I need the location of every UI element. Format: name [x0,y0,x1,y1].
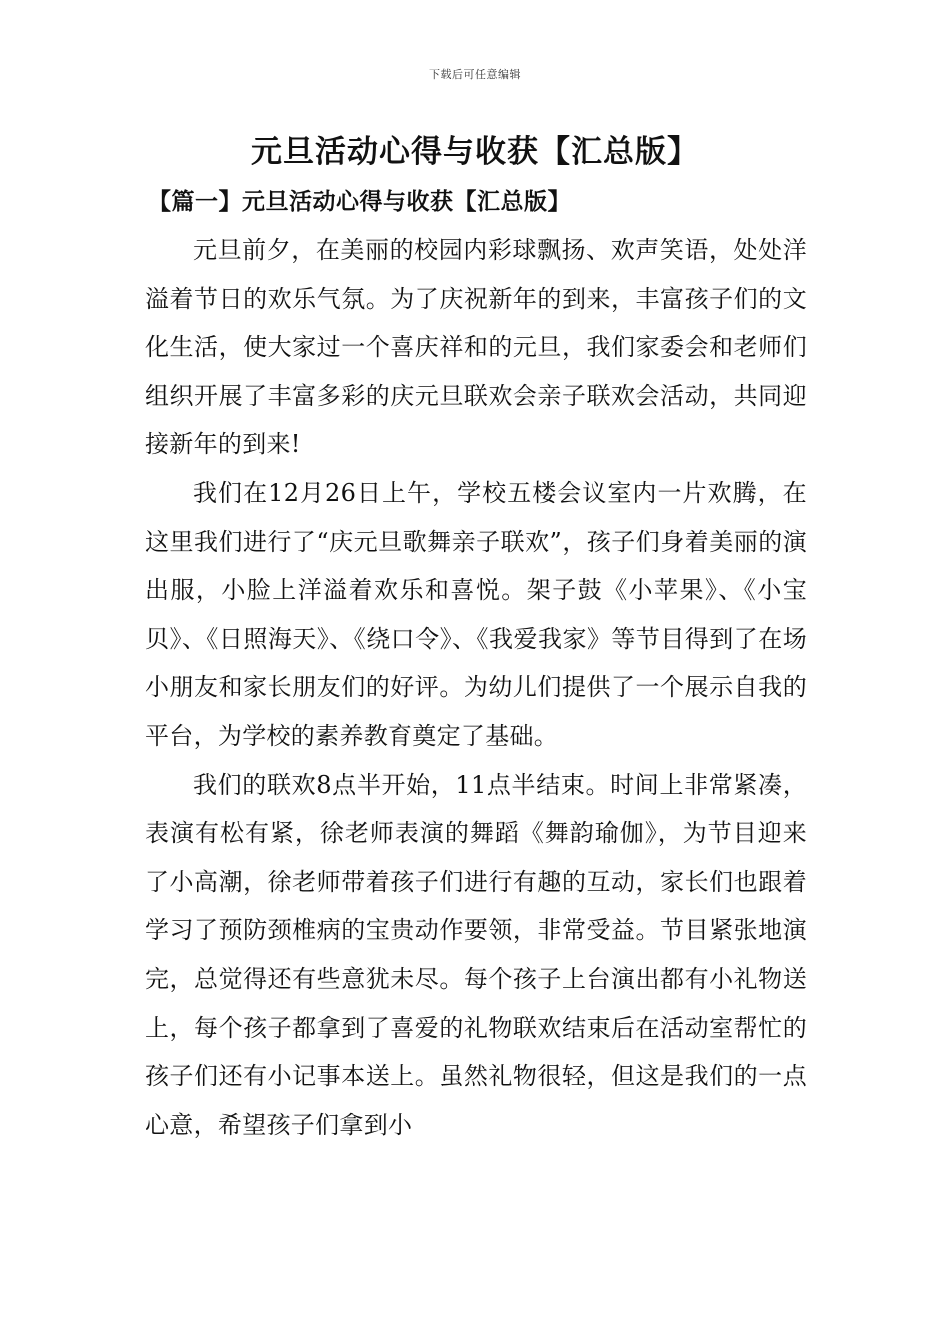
document-body [145,226,807,1149]
paragraph-2: 我们在12月26日上午，学校五楼会议室内一片欢腾，在这里我们进行了“庆元旦歌舞亲子联欢”，孩子们身着美丽的演出服，小脸上洋溢着欢乐和喜悦。架子鼓《小苹果》、《小宝贝》、《日照海天》、《绕口令》、《我爱我家》等节目得到了在场小朋友和家长朋友们的好评。为幼儿们提供了一个展示自我的平台，为学校的素养教育奠定了基础。 [145,478,807,750]
document-title: 元旦活动心得与收获【汇总版】 [251,134,699,170]
paragraph-1: 元旦前夕，在美丽的校园内彩球飘扬、欢声笑语，处处洋溢着节日的欢乐气氛。为了庆祝新年的到来，丰富孩子们的文化生活，使大家过一个喜庆祥和的元旦，我们家委会和老师们组织开展了丰富多彩的庆元旦联欢会亲子联欢会活动，共同迎接新年的到来! [145,236,807,459]
header-note: 下载后可任意编辑 [429,68,521,81]
section-heading: 【篇一】元旦活动心得与收获【汇总版】 [148,188,571,215]
paragraph-3: 我们的联欢8点半开始，11点半结束。时间上非常紧凑，表演有松有紧，徐老师表演的舞蹈《舞韵瑜伽》，为节目迎来了小高潮，徐老师带着孩子们进行有趣的互动，家长们也跟着学习了预防颈椎病的宝贵动作要领，非常受益。节目紧张地演完，总觉得还有些意犹未尽。每个孩子上台演出都有小礼物送上，每个孩子都拿到了喜爱的礼物联欢结束后在活动室帮忙的孩子们还有小记事本送上。虽然礼物很轻，但这是我们的一点心意，希望孩子们拿到小 [145,770,807,1139]
